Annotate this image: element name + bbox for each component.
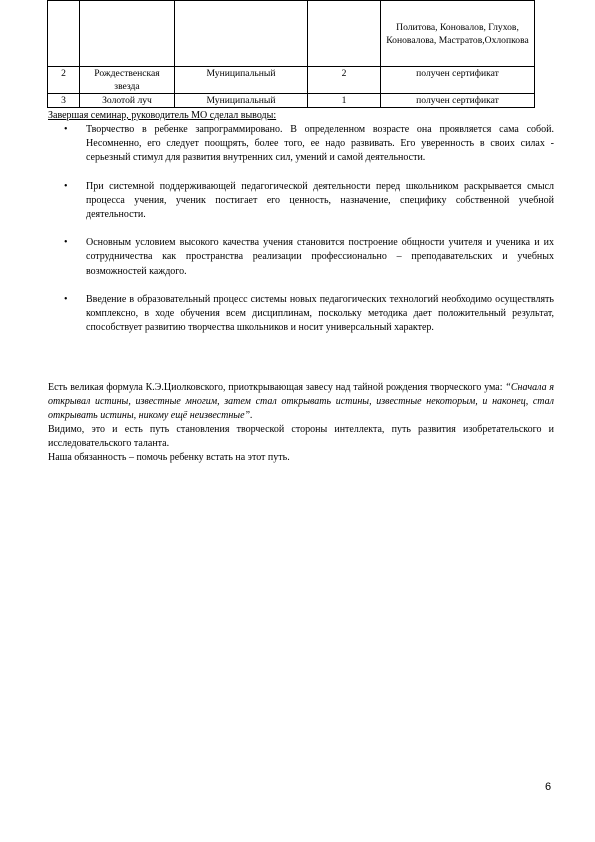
cell-num: 2 <box>48 67 80 94</box>
conclusions-list <box>64 123 554 349</box>
cell-level: Муниципальный <box>175 94 308 108</box>
closing-quote: “Сначала я открывал истины, известные многим, затем стал открывать истины, известные некоторым, и наконец, стал открывать истины, никому ещё неизвестные”. <box>48 382 554 421</box>
table-row <box>48 94 535 108</box>
cell-num <box>48 1 80 67</box>
page-number: 6 <box>545 781 552 793</box>
results-table <box>47 0 535 108</box>
conclusion-heading: Завершая семинар, руководитель МО сделал выводы: <box>48 110 277 121</box>
cell-level: Муниципальный <box>175 67 308 94</box>
cell-result: получен сертификат <box>381 67 535 94</box>
closing-paragraph: Наша обязанность – помочь ребенку встать на этот путь. <box>48 452 290 463</box>
cell-name: Золотой луч <box>80 94 175 108</box>
cell-result: Политова, Коновалов, Глухов, Коновалова, Мастратов,Охлопкова <box>381 1 535 67</box>
list-item-text: Введение в образовательный процесс системы новых педагогических технологий необходимо осуществлять комплексно, в ходе обучения всем дисциплинам, поскольку методика дает положительный результат, способствует развитию творчества школьников и носит универсальный характер. <box>86 293 554 334</box>
list-item-text: При системной поддерживающей педагогической деятельности перед школьником раскрывается смысл процесса учения, ученик постигает его ценность, назначение, специфику собственной учебной деятельности. <box>86 180 554 221</box>
cell-count: 2 <box>308 67 381 94</box>
list-item-text: Основным условием высокого качества учения становится построение общности учителя и ученика и их сотрудничества как пространства реализации профессионально – преподавательских и учебных возможностей каждого. <box>86 237 554 277</box>
list-item <box>64 293 554 336</box>
cell-count <box>308 1 381 67</box>
list-item <box>64 180 554 223</box>
bullet-icon: • <box>64 180 68 192</box>
bullet-icon: • <box>64 293 68 305</box>
cell-count: 1 <box>308 94 381 108</box>
closing-paragraph: Видимо, это и есть путь становления творческой стороны интеллекта, путь развития изобретательского и исследовательского таланта. <box>48 424 554 449</box>
cell-num: 3 <box>48 94 80 108</box>
closing-section <box>48 381 554 465</box>
closing-intro: Есть великая формула К.Э.Циолковского, приоткрывающая завесу над тайной рождения творческого ума: <box>48 382 506 393</box>
list-item <box>64 123 554 166</box>
cell-name: Рождественская звезда <box>80 67 175 94</box>
cell-result: получен сертификат <box>381 94 535 108</box>
bullet-icon: • <box>64 124 68 135</box>
cell-name <box>80 1 175 67</box>
table-row <box>48 1 535 67</box>
closing-paragraph <box>48 381 554 423</box>
bullet-icon: • <box>64 237 68 249</box>
list-item-text: Творчество в ребенке запрограммировано. В определенном возрасте она проявляется сама собой. Несомненно, его следует поощрять, более того, ее надо развивать. Его уверенность в своих силах - серьезный стимул для развития внутренних сил, умений и самой деятельности. <box>86 124 554 164</box>
table-row <box>48 67 535 94</box>
cell-level <box>175 1 308 67</box>
list-item <box>64 236 554 279</box>
